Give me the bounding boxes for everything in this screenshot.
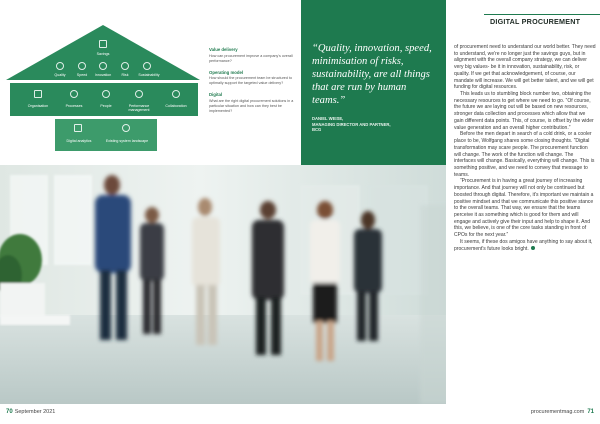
body-paragraph-text: It seems, if these dos amigos have anything to say about it, procurement's future looks bright. — [454, 238, 593, 252]
body-paragraph: of procurement need to understand our world better. They need to understand, we're no longer just the savings guys, but in alignment with the overall company strategy, we can deliver very big values- be it in innovation, sustainability, risk, or quality. If we get that acknowledgement, of course, our mandate will increase. We will get better talent, and we will get funding for digital resources. — [454, 44, 596, 91]
body-paragraph: Before the men depart in search of a cold drink, or a cooler place to be, Wolfgang shares some closing thoughts. “Digital transformation may scare people. The procurement function will change. The work of the function will change. The interfaces will change. Basically, everything will change. This is something positive, and we need to convey that message to teams. — [454, 131, 595, 178]
model-text: How should the procurement team be structured to optimally support the targeted value delivery? — [209, 76, 293, 85]
system-landscape-label: Existing system landscape — [105, 139, 149, 143]
quality-icon — [56, 62, 64, 70]
processes-icon — [70, 90, 78, 98]
row3-band — [55, 119, 157, 151]
section-tag-label: DIGITAL PROCUREMENT — [490, 17, 581, 26]
people-label: People — [100, 104, 112, 108]
savings-icon — [99, 40, 107, 48]
quote-author-org: BCG — [312, 127, 322, 132]
performance-label: Performance management — [128, 104, 150, 113]
risk-label: Risk — [121, 73, 129, 77]
quote-attribution — [312, 116, 435, 133]
innovation-icon — [99, 62, 107, 70]
innovation-label: Innovation — [94, 73, 112, 77]
people-icon — [102, 90, 110, 98]
model-title: Digital — [209, 92, 223, 97]
model-description-column — [209, 47, 299, 120]
body-paragraph: This leads us to stumbling block number two, obtaining the necessary resources to get where we need to go. “Of course, the future we are laying out will be based on new resources, stronger data collection and processes which allow that we gain different data points. This, of course, is offset by the wider value generation and an overall higher contribution.” — [454, 91, 594, 131]
sustainability-icon — [143, 62, 151, 70]
model-title: Operating model — [209, 69, 244, 75]
section-tag — [484, 14, 600, 25]
model-text: What are the right digital procurement solutions in a particular situation and how can they best be implemented? — [209, 98, 294, 113]
model-value-delivery — [209, 47, 299, 64]
body-paragraph-last — [454, 239, 596, 252]
blurred-office-image — [0, 165, 446, 404]
collaboration-label: Collaboration — [165, 104, 187, 108]
savings-label: Savings — [96, 52, 110, 56]
system-landscape-icon — [122, 124, 130, 132]
quote-author-title: MANAGING DIRECTOR AND PARTNER, — [312, 121, 391, 127]
quality-label: Quality — [54, 73, 66, 77]
model-title: Value delivery — [209, 47, 238, 52]
collaboration-icon — [172, 90, 180, 98]
digital-analytics-icon — [74, 124, 82, 132]
organisation-icon — [34, 90, 42, 98]
left-page-number: 70 — [6, 409, 13, 415]
pull-quote-text: “Quality, innovation, speed, minimisation of risks, sustainability, are all things that are run by human teams.” — [312, 43, 432, 106]
office-people-photo — [0, 165, 446, 404]
article-body-column — [454, 44, 596, 252]
speed-icon — [78, 62, 86, 70]
model-text: How can procurement improve a company's overall performance? — [209, 53, 293, 63]
row2-band — [10, 83, 198, 116]
right-page-number: 71 — [587, 409, 594, 415]
speed-label: Speed — [76, 73, 88, 77]
performance-icon — [135, 90, 143, 98]
pull-quote-panel — [301, 0, 446, 165]
quote-author-name: DANIEL WEISE, — [312, 116, 344, 121]
model-operating-model — [209, 70, 299, 87]
organisation-label: Organisation — [27, 104, 49, 108]
processes-label: Processes — [65, 104, 83, 108]
sustainability-label: Sustainability — [138, 73, 160, 77]
digital-analytics-label: Digital analytics — [66, 139, 92, 143]
risk-icon — [121, 62, 129, 70]
procurement-house-infographic — [0, 0, 205, 165]
issue-date: September 2021 — [14, 409, 56, 415]
model-digital — [209, 92, 299, 114]
body-paragraph: “Procurement is in having a great journey of increasing importance. And that journey will not only be continued but boosted through digital. Therefore, it's important we maintain a positive mindset and that we communicate this positive stance to the overall teams. That way, we ensure that the teams perceive it as something which is good for them and will engage and actively give their input and help to shape it. And this, we believe, is one of the core tasks standing in front of CPOs for the next year.” — [454, 178, 594, 239]
right-page-folio — [531, 409, 594, 415]
website-url: procurementmag.com — [530, 409, 585, 415]
left-page-folio — [6, 409, 55, 415]
end-of-article-icon — [531, 246, 535, 250]
